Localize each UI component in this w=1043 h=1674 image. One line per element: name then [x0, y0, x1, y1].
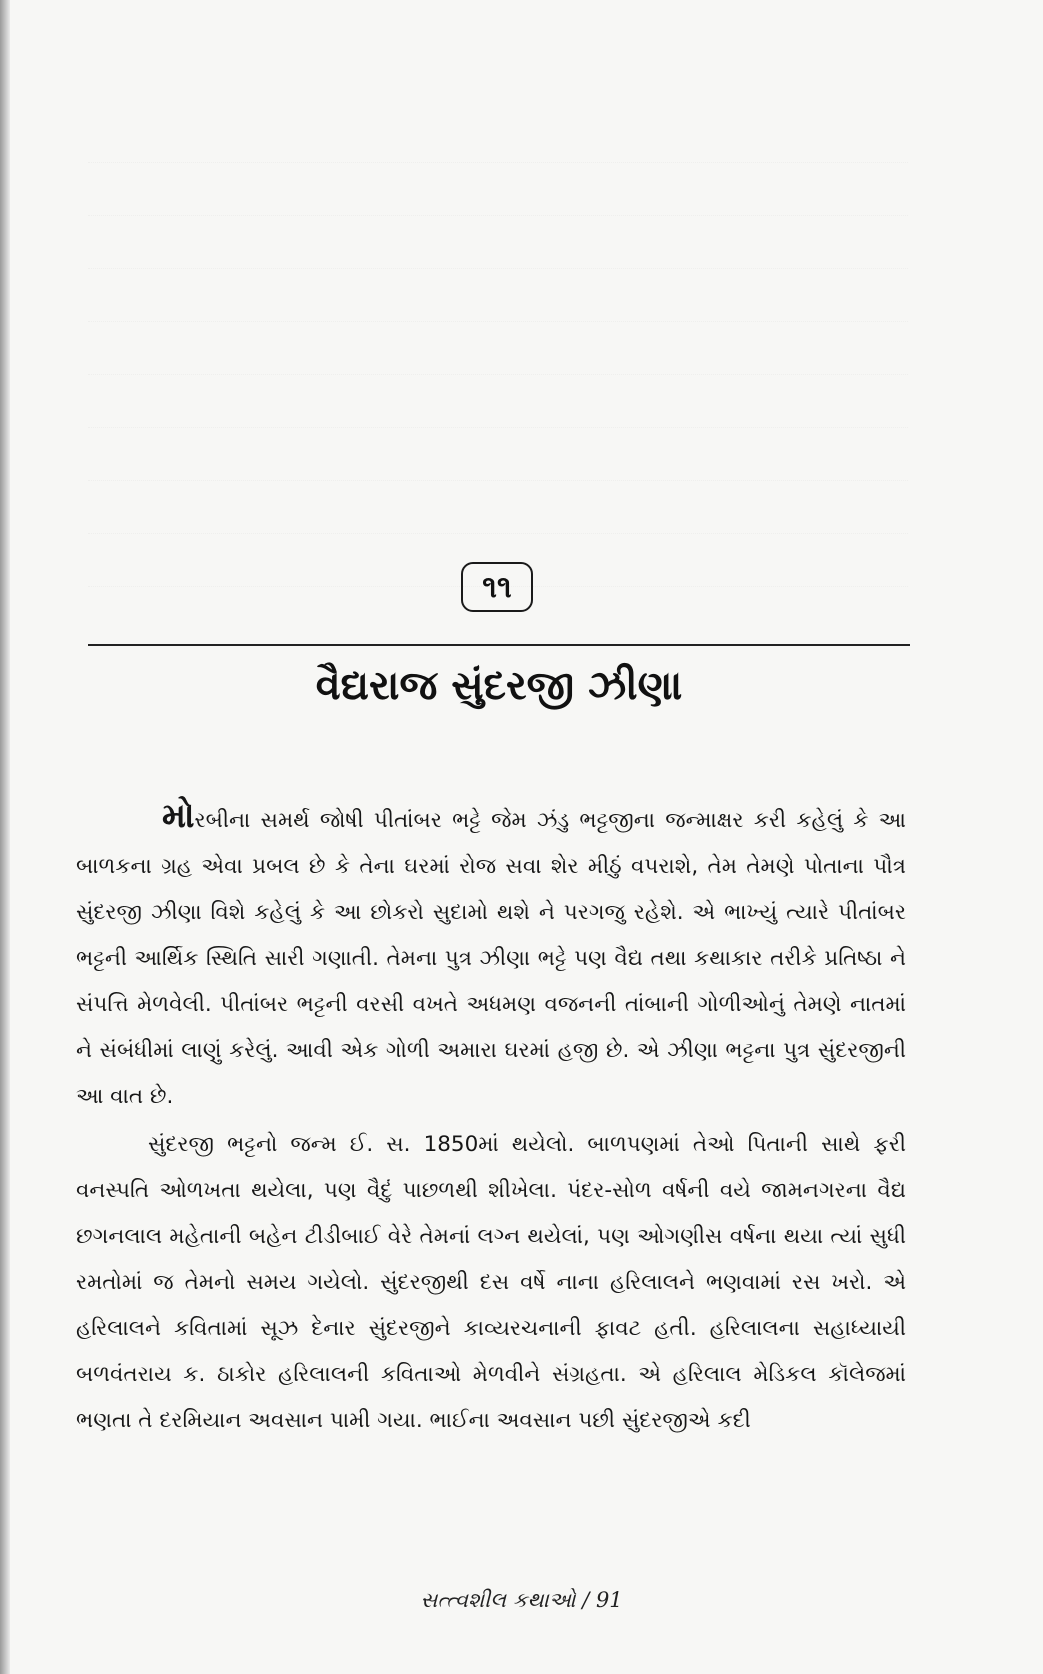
title-rule: [88, 644, 910, 646]
body-text: [76, 796, 906, 1444]
paragraph-1: [76, 796, 906, 1120]
chapter-title: વૈદ્યરાજ સુંદરજી ઝીણા: [315, 663, 683, 709]
chapter-number: ૧૧: [482, 569, 512, 605]
chapter-number-badge: [461, 562, 533, 612]
drop-cap: મો: [162, 796, 195, 836]
paragraph-2: સુંદરજી ભટ્ટનો જન્મ ઈ. સ. 1850માં થયેલો. બાળપણમાં તેઓ પિતાની સાથે ફરી વનસ્પતિ ઓળખતા થયેલા, પણ વૈદું પાછળથી શીખેલા. પંદર-સોળ વર્ષની વયે જામનગરના વૈદ્ય છગનલાલ મહેતાની બહેન ટીડીબાઈ વેરે તેમનાં લગ્ન થયેલાં, પણ ઓગણીસ વર્ષના થયા ત્યાં સુધી રમતોમાં જ તેમનો સમય ગયેલો. સુંદરજીથી દસ વર્ષે નાના હરિલાલને ભણવામાં રસ ખરો. એ હરિલાલને કવિતામાં સૂઝ દેનાર સુંદરજીને કાવ્યરચનાની ફાવટ હતી. હરિલાલના સહાધ્યાયી બળવંતરાય ક. ઠાકોર હરિલાલની કવિતાઓ મેળવીને સંગ્રહતા. એ હરિલાલ મેડિકલ કૉલેજમાં ભણતા તે દરમિયાન અવસાન પામી ગયા. ભાઈના અવસાન પછી સુંદરજીએ કદી: [76, 1132, 906, 1433]
page-footer: સત્ત્વશીલ કથાઓ / 91: [420, 1588, 623, 1612]
paragraph-1-text: રબીના સમર્થ જોષી પીતાંબર ભટ્ટે જેમ ઝંડુ ભટ્ટજીના જન્માક્ષર કરી કહેલું કે આ બાળકના ગ્રહ એવા પ્રબલ છે કે તેના ઘરમાં રોજ સવા શેર મીઠું વપરાશે, તેમ તેમણે પોતાના પૌત્ર સુંદરજી ઝીણા વિશે કહેલું કે આ છોકરો સુદામો થશે ને પરગજુ રહેશે. એ ભાખ્યું ત્યારે પીતાંબર ભટ્ટની આર્થિક સ્થિતિ સારી ગણાતી. તેમના પુત્ર ઝીણા ભટ્ટે પણ વૈદ્ય તથા કથાકાર તરીકે પ્રતિષ્ઠા ને સંપત્તિ મેળવેલી. પીતાંબર ભટ્ટની વરસી વખતે અધમણ વજનની તાંબાની ગોળીઓનું તેમણે નાતમાં ને સંબંધીમાં લાણું કરેલું. આવી એક ગોળી અમારા ઘરમાં હજી છે. એ ઝીણા ભટ્ટના પુત્ર સુંદરજીની આ વાત છે.: [76, 808, 906, 1109]
show-through-text: [88, 110, 908, 587]
